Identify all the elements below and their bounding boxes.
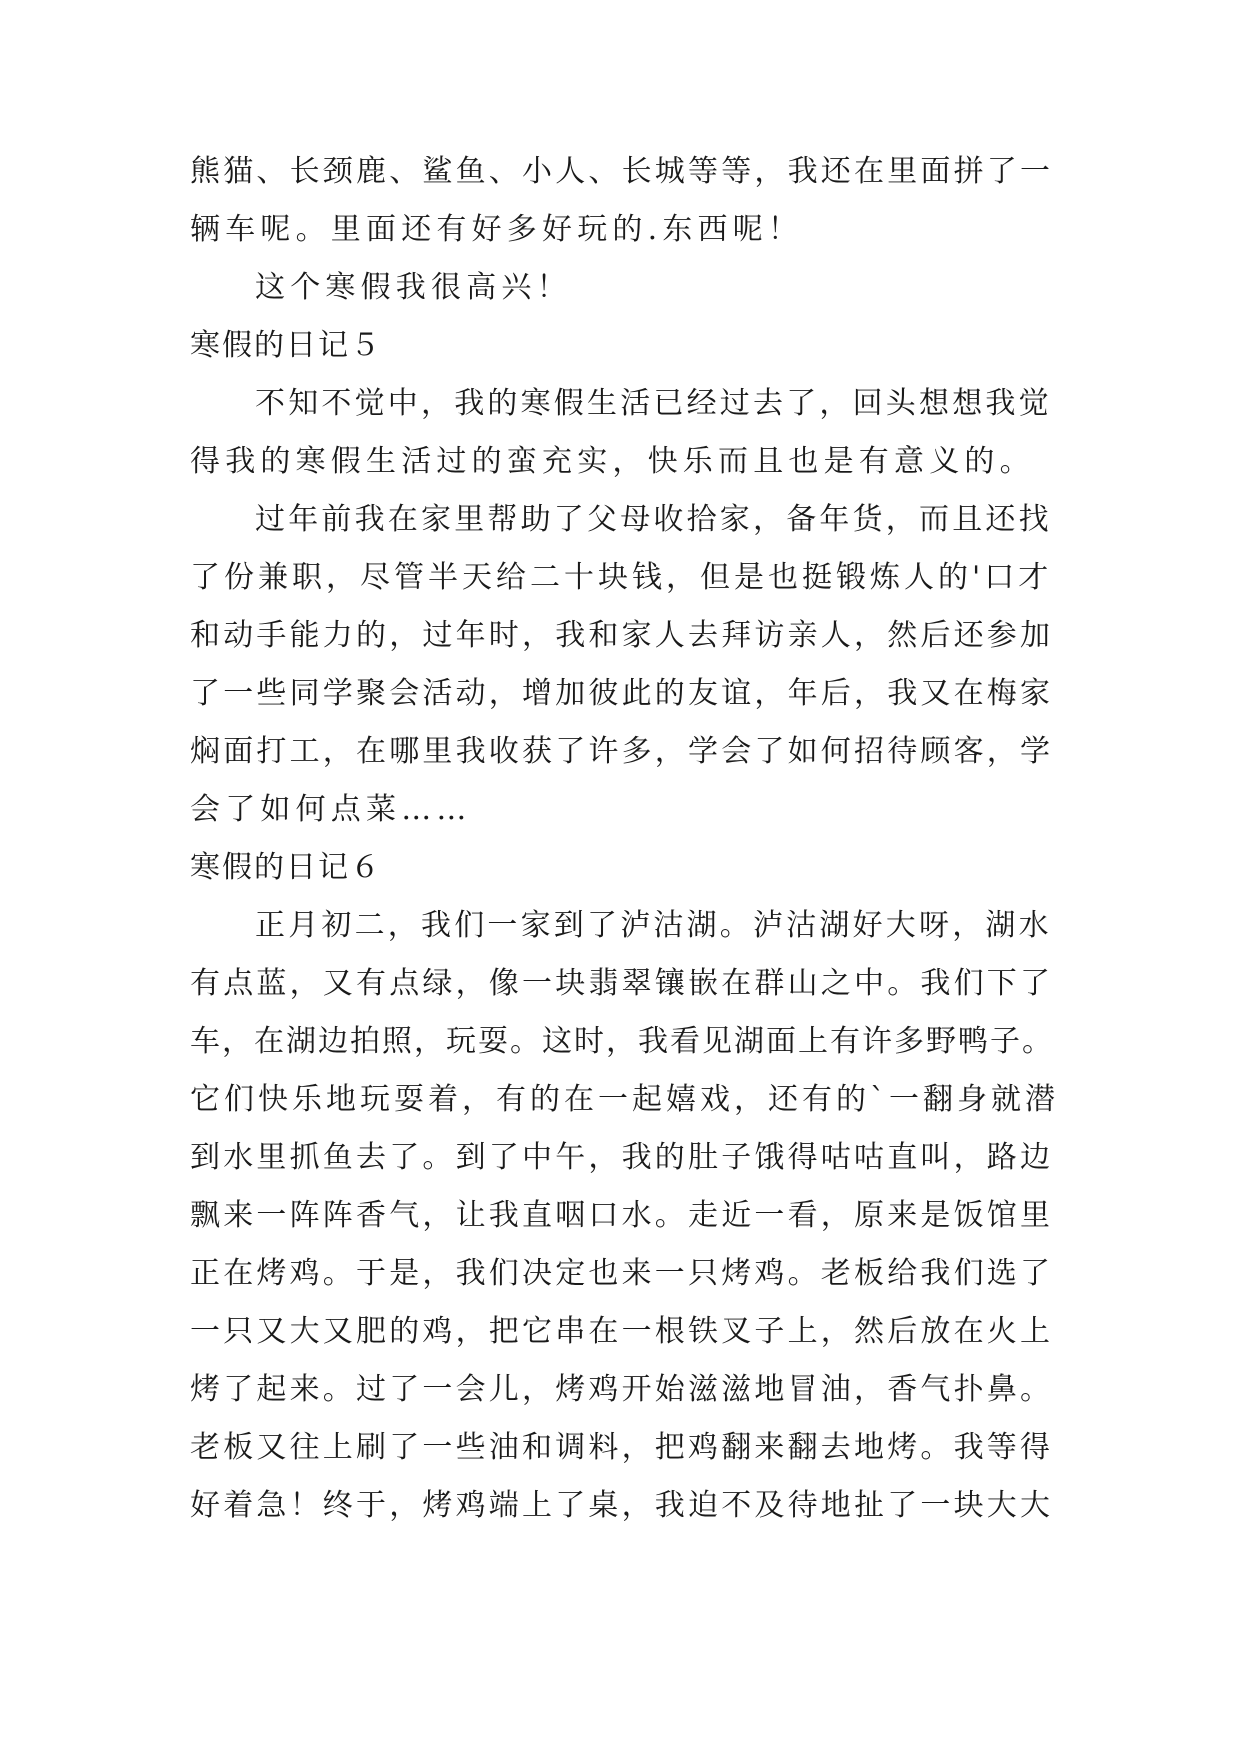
text-line: 熊猫、长颈鹿、鲨鱼、小人、长城等等，我还在里面拼了一 (190, 154, 1054, 189)
text-line: 飘来一阵阵香气，让我直咽口水。走近一看，原来是饭馆里 (190, 1198, 1054, 1233)
text-line: 烤了起来。过了一会儿，烤鸡开始滋滋地冒油，香气扑鼻。 (190, 1372, 1054, 1407)
text-line: 正在烤鸡。于是，我们决定也来一只烤鸡。老板给我们选了 (190, 1256, 1054, 1291)
text-line: 得我的寒假生活过的蛮充实，快乐而且也是有意义的。 (190, 444, 1035, 479)
text-line: 到水里抓鱼去了。到了中午，我的肚子饿得咕咕直叫，路边 (190, 1140, 1054, 1175)
text-line: 焖面打工，在哪里我收获了许多，学会了如何招待顾客，学 (190, 734, 1054, 769)
section-heading: 寒假的日记５ (190, 328, 382, 363)
text-line: 过年前我在家里帮助了父母收拾家，备年货，而且还找 (255, 502, 1052, 537)
text-line: 辆车呢。里面还有好多好玩的.东西呢！ (190, 212, 804, 247)
text-line: 车，在湖边拍照，玩耍。这时，我看见湖面上有许多野鸭子。 (190, 1024, 1054, 1059)
text-line: 好着急！终于，烤鸡端上了桌，我迫不及待地扯了一块大大 (190, 1488, 1054, 1523)
text-line: 正月初二，我们一家到了泸沽湖。泸沽湖好大呀，湖水 (255, 908, 1052, 943)
text-line: 这个寒假我很高兴！ (255, 270, 572, 305)
text-line: 一只又大又肥的鸡，把它串在一根铁叉子上，然后放在火上 (190, 1314, 1054, 1349)
text-line: 了份兼职，尽管半天给二十块钱，但是也挺锻炼人的'口才 (190, 560, 1053, 595)
text-line: 会了如何点菜…… (190, 792, 472, 827)
section-heading: 寒假的日记６ (190, 850, 382, 885)
text-line: 它们快乐地玩耍着，有的在一起嬉戏，还有的`一翻身就潜 (190, 1082, 1059, 1117)
text-line: 了一些同学聚会活动，增加彼此的友谊，年后，我又在梅家 (190, 676, 1054, 711)
text-line: 和动手能力的，过年时，我和家人去拜访亲人，然后还参加 (190, 618, 1054, 653)
text-line: 不知不觉中，我的寒假生活已经过去了，回头想想我觉 (255, 386, 1052, 421)
text-line: 老板又往上刷了一些油和调料，把鸡翻来翻去地烤。我等得 (190, 1430, 1054, 1465)
text-line: 有点蓝，又有点绿，像一块翡翠镶嵌在群山之中。我们下了 (190, 966, 1054, 1001)
